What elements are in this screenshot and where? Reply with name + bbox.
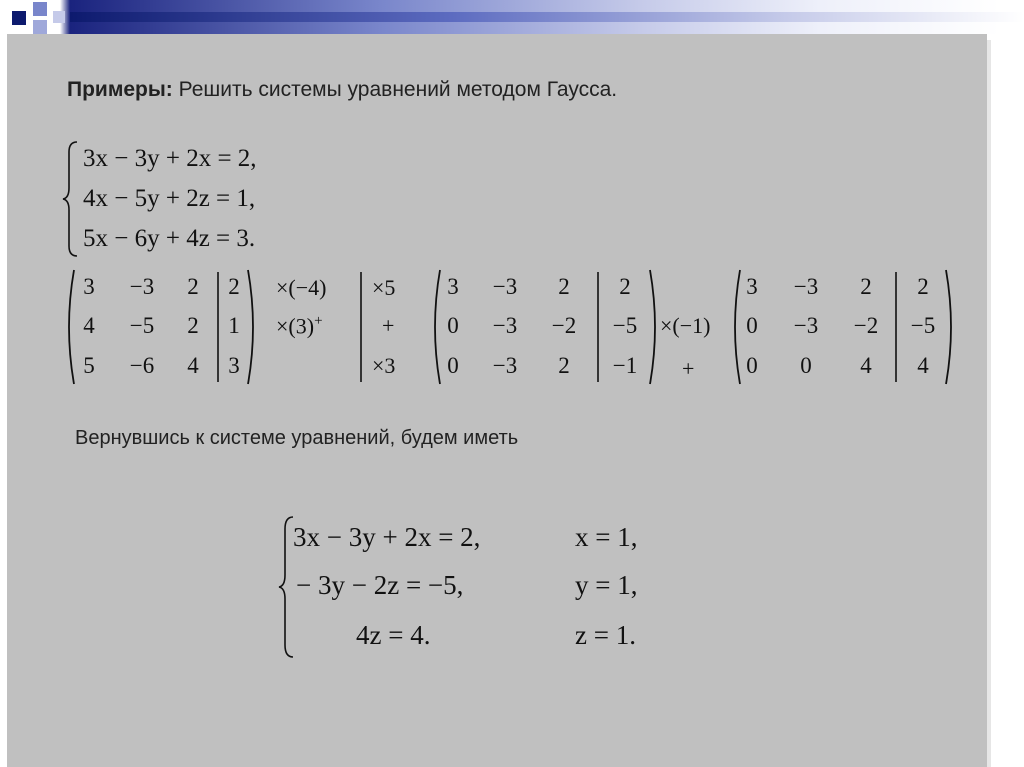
solution-y: y = 1, bbox=[575, 570, 638, 600]
header-square-pale bbox=[53, 11, 65, 23]
title-text: Решить системы уравнений методом Гаусса. bbox=[172, 78, 618, 101]
title-bold: Примеры: bbox=[67, 78, 173, 101]
op-row2-plus: + bbox=[314, 313, 323, 329]
m2-cell: 2 bbox=[619, 274, 631, 299]
op2-row2: + bbox=[382, 313, 395, 338]
op3-row3: + bbox=[682, 356, 695, 381]
system1-eq3: 5x − 6y + 4z = 3. bbox=[83, 225, 256, 252]
system2-eq1: 3x − 3y + 2x = 2, bbox=[293, 522, 481, 552]
m3-cell: 0 bbox=[800, 353, 812, 378]
op3-row2: ×(−1) bbox=[660, 313, 711, 338]
m1-cell: 2 bbox=[228, 274, 240, 299]
m3-cell: 0 bbox=[746, 353, 758, 378]
m3-cell: 4 bbox=[860, 353, 872, 378]
m2-cell: −1 bbox=[612, 353, 638, 378]
slide-shadow bbox=[987, 40, 991, 767]
ops-divider bbox=[358, 270, 364, 384]
m2-cell: −3 bbox=[492, 274, 518, 299]
m3-cell: −3 bbox=[793, 274, 819, 299]
system1-eq2: 4x − 5y + 2z = 1, bbox=[83, 185, 256, 212]
left-brace-system1 bbox=[60, 140, 80, 258]
m2-cell: 0 bbox=[447, 353, 459, 378]
header-band bbox=[70, 12, 1024, 22]
slide-title bbox=[67, 78, 617, 102]
system2-eq3: 4z = 4. bbox=[356, 620, 431, 650]
m1-cell: 2 bbox=[187, 313, 199, 338]
m2-cell: 0 bbox=[447, 313, 459, 338]
m1-cell: 3 bbox=[83, 274, 95, 299]
header-square-dark bbox=[12, 11, 26, 25]
m3-cell: 0 bbox=[746, 313, 758, 338]
m1-cell: −5 bbox=[129, 313, 155, 338]
m3-cell: −3 bbox=[793, 313, 819, 338]
m1-cell: 1 bbox=[228, 313, 240, 338]
m2-cell: −3 bbox=[492, 313, 518, 338]
m1-cell: −3 bbox=[129, 274, 155, 299]
op-row1-multiplier: ×(−4) bbox=[276, 275, 327, 300]
m1-cell: 2 bbox=[187, 274, 199, 299]
m1-cell: 5 bbox=[83, 353, 95, 378]
m2-cell: −2 bbox=[551, 313, 577, 338]
result-caption: Вернувшись к системе уравнений, будем иметь bbox=[75, 427, 519, 449]
slide-content bbox=[7, 34, 987, 767]
op-row2-multiplier bbox=[276, 313, 323, 339]
m1-cell: 3 bbox=[228, 353, 240, 378]
m2-cell: 2 bbox=[558, 274, 570, 299]
op2-row3: ×3 bbox=[372, 353, 396, 378]
op-row2-text: ×(3) bbox=[276, 313, 315, 339]
m2-cell: −3 bbox=[492, 353, 518, 378]
m2-cell: −5 bbox=[612, 313, 638, 338]
m1-cell: 4 bbox=[83, 313, 95, 338]
m3-cell: 2 bbox=[860, 274, 872, 299]
m1-cell: 4 bbox=[187, 353, 199, 378]
m3-cell: 4 bbox=[917, 353, 929, 378]
op2-row1: ×5 bbox=[372, 275, 396, 300]
solution-x: x = 1, bbox=[575, 522, 638, 552]
m3-cell: 2 bbox=[917, 274, 929, 299]
m1-cell: −6 bbox=[129, 353, 155, 378]
m2-cell: 3 bbox=[447, 274, 459, 299]
slide-header-bar bbox=[0, 0, 1024, 34]
header-square-mid bbox=[33, 2, 47, 16]
m3-cell: −5 bbox=[910, 313, 936, 338]
system1-eq1: 3x − 3y + 2x = 2, bbox=[83, 145, 257, 172]
solution-z: z = 1. bbox=[575, 620, 636, 650]
system2-eq2: − 3y − 2z = −5, bbox=[296, 570, 464, 600]
m2-cell: 2 bbox=[558, 353, 570, 378]
header-square-light bbox=[33, 20, 47, 34]
m3-cell: 3 bbox=[746, 274, 758, 299]
m3-cell: −2 bbox=[853, 313, 879, 338]
